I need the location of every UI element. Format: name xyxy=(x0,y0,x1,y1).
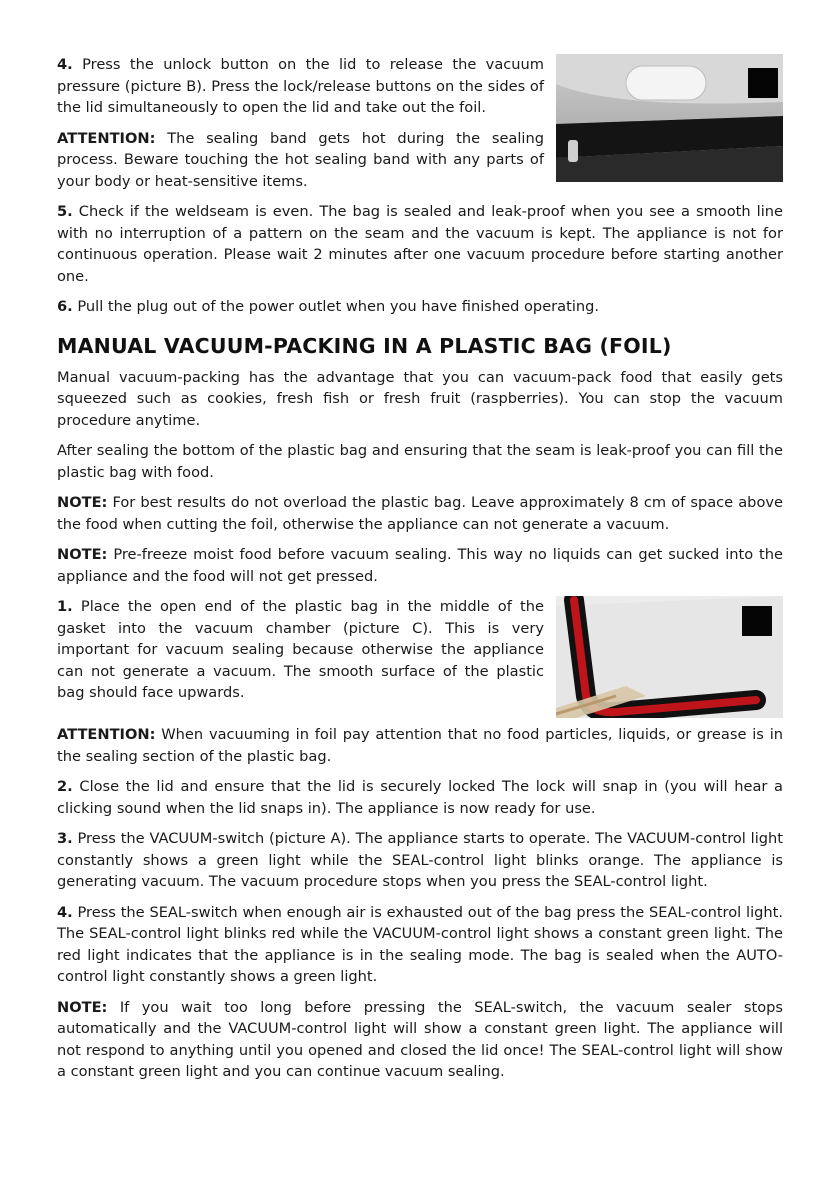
step-5-paragraph xyxy=(57,201,783,287)
section-heading: MANUAL VACUUM-PACKING IN A PLASTIC BAG (FOIL) xyxy=(57,333,672,358)
manual-step-2-number: 2. xyxy=(57,778,73,795)
picture-b-lid-photo xyxy=(556,54,783,182)
note-label: NOTE: xyxy=(57,546,108,563)
lid-unlock-button-image xyxy=(556,54,783,182)
manual-step-4-number: 4. xyxy=(57,903,73,921)
intro-paragraph-1: Manual vacuum-packing has the advantage that you can vacuum-pack food that easily gets squeezed such as cookies, fresh fish or fresh fruit (raspberries). You can stop the vacuum procedure anytime. xyxy=(57,368,783,429)
manual-step-3-paragraph xyxy=(57,828,783,893)
step-4-number: 4. xyxy=(57,56,73,73)
step-5-number: 5. xyxy=(57,203,73,220)
note-timeout-paragraph xyxy=(57,997,783,1083)
manual-page xyxy=(57,54,783,1092)
vacuum-chamber-gasket-image xyxy=(556,596,783,718)
step-6-paragraph xyxy=(57,296,783,318)
note-prefreeze-text: Pre-freeze moist food before vacuum sealing. This way no liquids can get sucked into the appliance and the food will not get pressed. xyxy=(57,546,784,585)
attention-foil-paragraph xyxy=(57,724,783,767)
attention-hot-band-text: The sealing band gets hot during the sealing process. Beware touching the hot sealing band with any parts of your body or heat-sensitive items. xyxy=(57,129,544,190)
manual-step-4-paragraph xyxy=(57,902,783,988)
step-6-number: 6. xyxy=(57,298,73,315)
step-6-text: Pull the plug out of the power outlet when you have finished operating. xyxy=(77,298,600,315)
step-4-text: Press the unlock button on the lid to release the vacuum pressure (picture B). Press the lock/release buttons on the sides of the lid simultaneously to open the lid and take out the foil. xyxy=(57,56,544,116)
attention-label: ATTENTION: xyxy=(57,129,156,147)
intro-paragraph-2: After sealing the bottom of the plastic bag and ensuring that the seam is leak-proof you can fill the plastic bag with food. xyxy=(57,442,783,481)
note-label: NOTE: xyxy=(57,494,108,511)
manual-step-4-text: Press the SEAL-switch when enough air is exhausted out of the bag press the SEAL-control light. The SEAL-control light blinks red while the VACUUM-control light shows a constant green light. The red light indicates that the appliance is in the sealing mode. The bag is sealed when the AUTO-control light constantly shows a green light. xyxy=(57,903,783,985)
manual-step-3-text: Press the VACUUM-switch (picture A). The appliance starts to operate. The VACUUM-control light constantly shows a green light while the SEAL-control light blinks orange. The appliance is generating vacuum. The vacuum procedure stops when you press the SEAL-control light. xyxy=(57,830,784,890)
note-overload-text: For best results do not overload the plastic bag. Leave approximately 8 cm of space above the food when cutting the foil, otherwise the appliance can not generate a vacuum. xyxy=(57,494,783,533)
manual-step-1-number: 1. xyxy=(57,598,73,615)
note-prefreeze-paragraph xyxy=(57,544,783,587)
manual-step-3-number: 3. xyxy=(57,830,73,847)
manual-step-2-text: Close the lid and ensure that the lid is securely locked The lock will snap in (you will hear a clicking sound when the lid snaps in). The appliance is now ready for use. xyxy=(57,778,784,817)
note-timeout-text: If you wait too long before pressing the SEAL-switch, the vacuum sealer stops automatically and the VACUUM-control light will show a constant green light. The appliance will not respond to anything until you opened and closed the lid once! The SEAL-control light will show a constant green light and you can continue vacuum sealing. xyxy=(57,998,783,1080)
manual-step-2-paragraph xyxy=(57,776,783,819)
note-overload-paragraph xyxy=(57,492,783,535)
step-5-text: Check if the weldseam is even. The bag is sealed and leak-proof when you see a smooth line with no interruption of a pattern on the seam and the vacuum is kept. The appliance is not for continuous operation. Please wait 2 minutes after one vacuum procedure before starting another one. xyxy=(57,203,784,285)
note-label: NOTE: xyxy=(57,998,108,1016)
picture-c-gasket-photo xyxy=(556,596,783,718)
attention-foil-text: When vacuuming in foil pay attention that no food particles, liquids, or grease is in the sealing section of the plastic bag. xyxy=(57,726,784,765)
manual-step-1-text: Place the open end of the plastic bag in the middle of the gasket into the vacuum chamber (picture C). This is very important for vacuum sealing because otherwise the appliance can not generate a vacuum. The smooth surface of the plastic bag should face upwards. xyxy=(57,598,544,701)
attention-label: ATTENTION: xyxy=(57,726,156,743)
